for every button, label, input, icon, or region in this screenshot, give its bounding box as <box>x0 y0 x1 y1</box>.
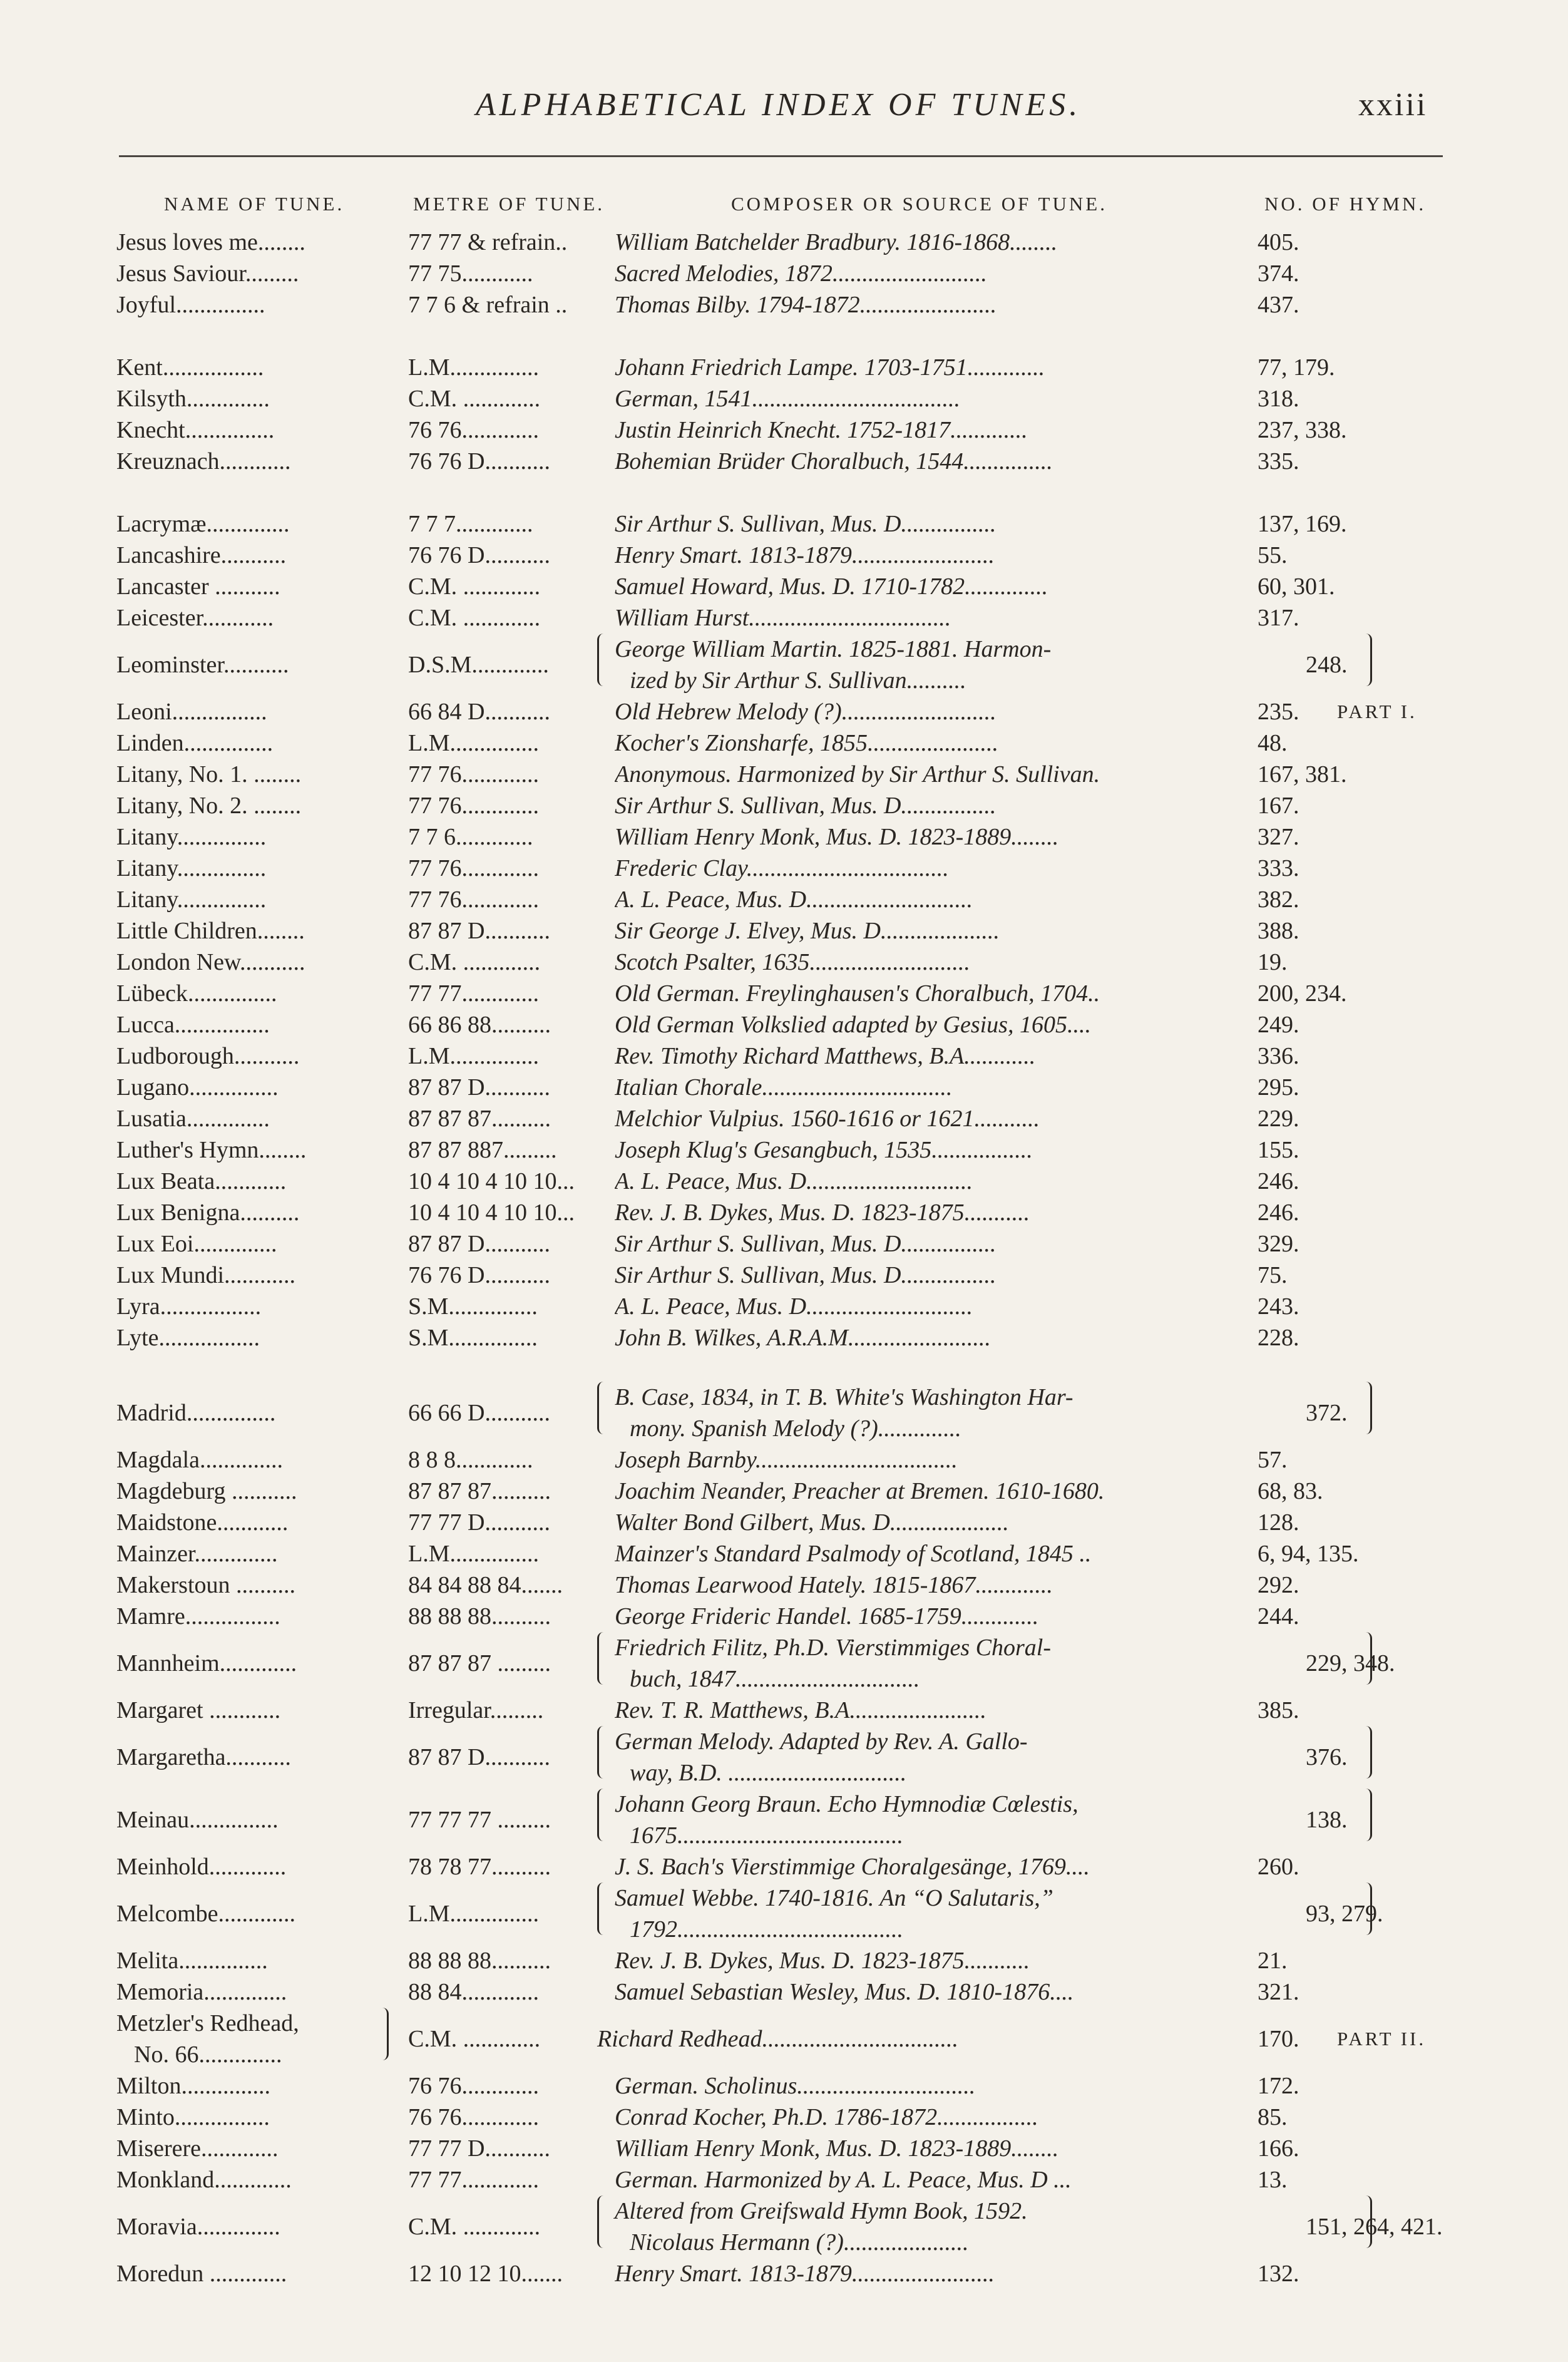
tune-metre: 10 4 10 4 10 10... <box>408 1168 575 1194</box>
composer-line: 1792...................................... <box>630 1916 903 1943</box>
hymn-number: 295. <box>1258 1074 1299 1101</box>
hymn-number: 260. <box>1258 1854 1299 1880</box>
header-rule <box>119 155 1443 157</box>
hymn-number: 246. <box>1258 1168 1299 1194</box>
tune-name: Joyful............... <box>116 292 265 318</box>
brace <box>1361 1726 1372 1779</box>
tune-name: Magdala.............. <box>116 1447 283 1473</box>
composer-line: Johann Georg Braun. Echo Hymnodiæ Cœlestis, <box>615 1791 1079 1817</box>
tune-composer: J. S. Bach's Vierstimmige Choralgesänge, 1769.... <box>615 1854 1090 1880</box>
column-header-metre: METRE OF TUNE. <box>413 193 605 215</box>
tune-metre: S.M............... <box>408 1325 538 1351</box>
brace <box>1361 1789 1372 1841</box>
tune-name: Litany, No. 1. ........ <box>116 761 302 788</box>
composer-line: buch, 1847............................... <box>630 1666 920 1692</box>
hymn-number: 249. <box>1258 1012 1299 1038</box>
tune-name: Lacrymæ.............. <box>116 511 290 537</box>
part-marker: PART I. <box>1337 701 1417 722</box>
tune-composer: Old German. Freylinghausen's Choralbuch, 1704.. <box>615 980 1100 1007</box>
tune-composer: Old German Volkslied adapted by Gesius, 1605.... <box>615 1012 1091 1038</box>
tune-name: Lübeck............... <box>116 980 277 1007</box>
tune-composer: Sir Arthur S. Sullivan, Mus. D................ <box>615 1231 997 1257</box>
tune-composer: A. L. Peace, Mus. D............................ <box>615 1293 973 1320</box>
tune-metre: 77 76............. <box>408 761 539 788</box>
tune-metre: 76 76............. <box>408 2073 539 2099</box>
page-title: ALPHABETICAL INDEX OF TUNES. <box>476 87 1082 123</box>
hymn-number: 237, 338. <box>1258 417 1347 443</box>
tune-metre: 7 7 6 & refrain .. <box>408 292 568 318</box>
tune-composer: Rev. J. B. Dykes, Mus. D. 1823-1875........... <box>615 1199 1030 1226</box>
column-header-hymn: NO. OF HYMN. <box>1264 193 1427 215</box>
tune-name: Kreuznach............ <box>116 448 291 475</box>
tune-name: Leicester............ <box>116 605 274 631</box>
tune-metre: 84 84 88 84....... <box>408 1572 563 1598</box>
tune-metre: C.M. ............. <box>408 2214 541 2240</box>
composer-line: Friedrich Filitz, Ph.D. Vierstimmiges Choral- <box>615 1635 1051 1661</box>
tune-metre: 87 87 87.......... <box>408 1478 551 1504</box>
tune-metre: 77 77............. <box>408 980 539 1007</box>
tune-composer: Henry Smart. 1813-1879........................ <box>615 542 995 568</box>
tune-name: Knecht............... <box>116 417 275 443</box>
tune-composer: Rev. Timothy Richard Matthews, B.A............ <box>615 1043 1036 1069</box>
tune-composer: Sir Arthur S. Sullivan, Mus. D................ <box>615 1262 997 1288</box>
tune-name: Miserere............. <box>116 2135 279 2162</box>
hymn-number: 228. <box>1258 1325 1299 1351</box>
tune-metre: 77 76............. <box>408 886 539 913</box>
tune-composer: Scotch Psalter, 1635........................... <box>615 949 970 975</box>
tune-name: Mamre................ <box>116 1603 280 1630</box>
tune-metre: S.M............... <box>408 1293 538 1320</box>
tune-metre: C.M. ............. <box>408 386 541 412</box>
tune-name: Lancashire........... <box>116 542 287 568</box>
index-entry <box>116 1382 1462 1444</box>
tune-metre: C.M. ............. <box>408 605 541 631</box>
tune-metre: 66 84 D........... <box>408 699 550 725</box>
hymn-number: 60, 301. <box>1258 573 1335 600</box>
brace <box>378 2008 389 2060</box>
tune-name: Lucca................ <box>116 1012 270 1038</box>
tune-metre: 66 66 D........... <box>408 1400 550 1426</box>
tune-metre: L.M............... <box>408 354 539 381</box>
tune-name: Moredun ............. <box>116 2261 287 2287</box>
tune-composer: Joachim Neander, Preacher at Bremen. 1610-1680. <box>615 1478 1105 1504</box>
brace <box>1361 1382 1372 1434</box>
hymn-number: 318. <box>1258 386 1299 412</box>
tune-name: Mannheim............. <box>116 1650 297 1677</box>
tune-composer: Melchior Vulpius. 1560-1616 or 1621........... <box>615 1106 1040 1132</box>
tune-metre: 76 76 D........... <box>408 1262 550 1288</box>
tune-composer: William Hurst.................................. <box>615 605 951 631</box>
tune-name: Lux Benigna.......... <box>116 1199 300 1226</box>
tune-name: Lux Mundi............ <box>116 1262 296 1288</box>
hymn-number: 128. <box>1258 1509 1299 1536</box>
tune-name: Madrid............... <box>116 1400 276 1426</box>
tune-metre: 10 4 10 4 10 10... <box>408 1199 575 1226</box>
hymn-number: 172. <box>1258 2073 1299 2099</box>
tune-metre: 87 87 87 ......... <box>408 1650 551 1677</box>
tune-composer: Frederic Clay.................................. <box>615 855 949 881</box>
tune-name: Milton............... <box>116 2073 270 2099</box>
hymn-number: 385. <box>1258 1697 1299 1723</box>
hymn-number: 388. <box>1258 918 1299 944</box>
hymn-number: 132. <box>1258 2261 1299 2287</box>
brace <box>1361 634 1372 686</box>
column-header-name: NAME OF TUNE. <box>164 193 345 215</box>
tune-metre: L.M............... <box>408 1901 539 1927</box>
tune-composer: A. L. Peace, Mus. D............................ <box>615 1168 973 1194</box>
index-entry <box>116 1726 1462 1789</box>
tune-composer: Rev. T. R. Matthews, B.A....................... <box>615 1697 986 1723</box>
tune-name: Makerstoun .......... <box>116 1572 296 1598</box>
tune-composer <box>597 1789 1405 1851</box>
tune-name: Leominster........... <box>116 652 289 678</box>
tune-composer: Johann Friedrich Lampe. 1703-1751............. <box>615 354 1045 381</box>
tune-metre: 87 87 87.......... <box>408 1106 551 1132</box>
hymn-number: 138. <box>1306 1807 1348 1833</box>
tune-metre: 66 86 88.......... <box>408 1012 551 1038</box>
hymn-number: 137, 169. <box>1258 511 1347 537</box>
hymn-number: 85. <box>1258 2104 1288 2130</box>
tune-name: Litany, No. 2. ........ <box>116 793 302 819</box>
hymn-number: 6, 94, 135. <box>1258 1541 1359 1567</box>
hymn-number: 321. <box>1258 1979 1299 2005</box>
index-entry <box>116 1882 1462 1945</box>
hymn-number: 333. <box>1258 855 1299 881</box>
index-entry <box>116 1789 1462 1851</box>
composer-line: Samuel Webbe. 1740-1816. An “O Salutaris,” <box>615 1885 1053 1911</box>
tune-name: Ludborough........... <box>116 1043 300 1069</box>
hymn-number: 19. <box>1258 949 1288 975</box>
tune-composer: Rev. J. B. Dykes, Mus. D. 1823-1875........... <box>615 1948 1030 1974</box>
tune-composer: Kocher's Zionsharfe, 1855...................... <box>615 730 998 756</box>
hymn-number: 243. <box>1258 1293 1299 1320</box>
tune-composer: German. Harmonized by A. L. Peace, Mus. D ... <box>615 2167 1072 2193</box>
hymn-number: 200, 234. <box>1258 980 1347 1007</box>
tune-metre: 77 77............. <box>408 2167 539 2193</box>
tune-name: Kent................. <box>116 354 264 381</box>
tune-composer: Thomas Learwood Hately. 1815-1867............. <box>615 1572 1053 1598</box>
tune-composer: Henry Smart. 1813-1879........................ <box>615 2261 995 2287</box>
composer-line: German Melody. Adapted by Rev. A. Gallo- <box>615 1728 1028 1755</box>
tune-composer: William Henry Monk, Mus. D. 1823-1889........ <box>615 824 1059 850</box>
hymn-number: 372. <box>1306 1400 1348 1426</box>
tune-composer: German. Scholinus.............................. <box>615 2073 976 2099</box>
hymn-number: 374. <box>1258 260 1299 287</box>
composer-line: 1675...................................... <box>630 1822 903 1849</box>
tune-name: Minto................ <box>116 2104 270 2130</box>
column-header-composer: COMPOSER OR SOURCE OF TUNE. <box>731 193 1107 215</box>
tune-composer: Walter Bond Gilbert, Mus. D.................... <box>615 1509 1009 1536</box>
tune-metre: 77 76............. <box>408 855 539 881</box>
hymn-number: 13. <box>1258 2167 1288 2193</box>
hymn-number: 75. <box>1258 1262 1288 1288</box>
tune-metre: 76 76............. <box>408 2104 539 2130</box>
tune-name: Jesus Saviour......... <box>116 260 299 287</box>
index-entry <box>116 2008 1462 2070</box>
tune-composer <box>597 1632 1405 1695</box>
tune-name: Litany............... <box>116 855 267 881</box>
hymn-number: 235. <box>1258 699 1299 725</box>
tune-name: Meinau............... <box>116 1807 279 1833</box>
tune-name: Lugano............... <box>116 1074 279 1101</box>
hymn-number: 48. <box>1258 730 1288 756</box>
tune-name: Melita............... <box>116 1948 268 1974</box>
hymn-number: 437. <box>1258 292 1299 318</box>
hymn-number: 155. <box>1258 1137 1299 1163</box>
tune-metre: 77 77 & refrain.. <box>408 229 568 255</box>
tune-name: Luther's Hymn........ <box>116 1137 307 1163</box>
tune-metre: 76 76............. <box>408 417 539 443</box>
tune-metre: 76 76 D........... <box>408 542 550 568</box>
tune-name: Lyte................. <box>116 1325 260 1351</box>
tune-metre: 88 84............. <box>408 1979 539 2005</box>
composer-line: B. Case, 1834, in T. B. White's Washington Har- <box>615 1384 1074 1410</box>
composer-line: mony. Spanish Melody (?).............. <box>630 1415 961 1442</box>
tune-metre: 77 77 D........... <box>408 2135 550 2162</box>
tune-composer: Joseph Barnby.................................. <box>615 1447 958 1473</box>
index-entry <box>116 1632 1462 1695</box>
composer-line: ized by Sir Arthur S. Sullivan.......... <box>630 667 966 694</box>
tune-name: Linden............... <box>116 730 274 756</box>
tune-composer: Samuel Howard, Mus. D. 1710-1782.............. <box>615 573 1048 600</box>
tune-name: Moravia.............. <box>116 2214 280 2240</box>
tune-metre: 12 10 12 10....... <box>408 2261 563 2287</box>
tune-name: Maidstone............ <box>116 1509 289 1536</box>
tune-name: Memoria.............. <box>116 1979 287 2005</box>
tune-metre: 88 88 88.......... <box>408 1948 551 1974</box>
composer-line: Altered from Greifswald Hymn Book, 1592. <box>615 2198 1028 2224</box>
tune-composer: Thomas Bilby. 1794-1872....................... <box>615 292 997 318</box>
hymn-number: 167, 381. <box>1258 761 1347 788</box>
tune-metre: 88 88 88.......... <box>408 1603 551 1630</box>
hymn-number: 57. <box>1258 1447 1288 1473</box>
index-entry <box>116 634 1462 696</box>
tune-name: Melcombe............. <box>116 1901 296 1927</box>
tune-metre: 77 77 77 ......... <box>408 1807 551 1833</box>
tune-composer: Bohemian Brüder Choralbuch, 1544............... <box>615 448 1053 475</box>
hymn-number: 93, 279. <box>1306 1901 1383 1927</box>
tune-metre: L.M............... <box>408 1541 539 1567</box>
hymn-number: 77, 179. <box>1258 354 1335 381</box>
tune-name: Lancaster ........... <box>116 573 280 600</box>
hymn-number: 327. <box>1258 824 1299 850</box>
tune-name: Magdeburg ........... <box>116 1478 297 1504</box>
tune-name <box>116 2008 408 2070</box>
tune-name: Lyra................. <box>116 1293 262 1320</box>
tune-composer <box>597 1726 1405 1789</box>
tune-metre: 8 8 8............. <box>408 1447 533 1473</box>
hymn-number: 151, 264, 421. <box>1306 2214 1443 2240</box>
tune-metre: C.M. ............. <box>408 2026 541 2052</box>
tune-metre: 7 7 7............. <box>408 511 533 537</box>
tune-composer: William Henry Monk, Mus. D. 1823-1889........ <box>615 2135 1059 2162</box>
tune-name: Litany............... <box>116 886 267 913</box>
tune-composer: Richard Redhead................................. <box>597 2026 958 2052</box>
hymn-number: 170. <box>1258 2026 1299 2052</box>
hymn-number: 246. <box>1258 1199 1299 1226</box>
tune-composer: John B. Wilkes, A.R.A.M........................ <box>615 1325 991 1351</box>
tune-metre: 77 77 D........... <box>408 1509 550 1536</box>
tune-name: Lux Beata............ <box>116 1168 287 1194</box>
hymn-number: 167. <box>1258 793 1299 819</box>
tune-composer: Sir Arthur S. Sullivan, Mus. D................ <box>615 793 997 819</box>
tune-name: Kilsyth.............. <box>116 386 270 412</box>
tune-composer: Old Hebrew Melody (?).......................... <box>615 699 997 725</box>
tune-name: Margaretha........... <box>116 1744 291 1770</box>
tune-name-line: Metzler's Redhead, <box>116 2010 299 2036</box>
tune-metre: 76 76 D........... <box>408 448 550 475</box>
tune-metre: 87 87 D........... <box>408 1074 550 1101</box>
hymn-number: 166. <box>1258 2135 1299 2162</box>
index-entry <box>116 2195 1462 2258</box>
tune-name: Lusatia.............. <box>116 1106 270 1132</box>
tune-name: Monkland............. <box>116 2167 292 2193</box>
tune-metre: 77 76............. <box>408 793 539 819</box>
tune-name: Jesus loves me........ <box>116 229 305 255</box>
tune-composer <box>597 2195 1405 2258</box>
tune-metre: L.M............... <box>408 1043 539 1069</box>
tune-name: Little Children........ <box>116 918 305 944</box>
hymn-number: 229, 348. <box>1306 1650 1395 1677</box>
tune-composer: George Frideric Handel. 1685-1759............. <box>615 1603 1039 1630</box>
tune-metre: C.M. ............. <box>408 573 541 600</box>
tune-composer: Sir Arthur S. Sullivan, Mus. D................ <box>615 511 997 537</box>
tune-name: London New........... <box>116 949 305 975</box>
tune-metre: 87 87 D........... <box>408 918 550 944</box>
hymn-number: 335. <box>1258 448 1299 475</box>
tune-composer: Samuel Sebastian Wesley, Mus. D. 1810-1876.... <box>615 1979 1074 2005</box>
tune-metre: 77 75............ <box>408 260 533 287</box>
hymn-number: 21. <box>1258 1948 1288 1974</box>
tune-composer <box>597 1882 1405 1945</box>
hymn-number: 382. <box>1258 886 1299 913</box>
tune-name: Meinhold............. <box>116 1854 287 1880</box>
tune-composer: Sir George J. Elvey, Mus. D.................... <box>615 918 1000 944</box>
composer-line: George William Martin. 1825-1881. Harmon- <box>615 636 1052 662</box>
tune-composer: Sacred Melodies, 1872.......................... <box>615 260 987 287</box>
composer-line: way, B.D. .............................. <box>630 1760 907 1786</box>
tune-metre: 87 87 D........... <box>408 1231 550 1257</box>
tune-composer: Anonymous. Harmonized by Sir Arthur S. Sullivan. <box>615 761 1100 788</box>
hymn-number: 248. <box>1306 652 1348 678</box>
hymn-number: 376. <box>1306 1744 1348 1770</box>
tune-composer: Conrad Kocher, Ph.D. 1786-1872................. <box>615 2104 1038 2130</box>
tune-metre: L.M............... <box>408 730 539 756</box>
tune-name-line: No. 66.............. <box>134 2041 282 2068</box>
hymn-number: 329. <box>1258 1231 1299 1257</box>
tune-composer: William Batchelder Bradbury. 1816-1868........ <box>615 229 1058 255</box>
page-number: xxiii <box>1358 87 1428 123</box>
hymn-number: 68, 83. <box>1258 1478 1323 1504</box>
tune-composer: Joseph Klug's Gesangbuch, 1535................. <box>615 1137 1033 1163</box>
tune-composer: Italian Chorale................................ <box>615 1074 953 1101</box>
part-marker: PART II. <box>1337 2028 1427 2050</box>
tune-metre: 7 7 6............. <box>408 824 533 850</box>
hymn-number: 244. <box>1258 1603 1299 1630</box>
tune-composer <box>597 634 1405 696</box>
tune-metre: 78 78 77.......... <box>408 1854 551 1880</box>
tune-name: Leoni................ <box>116 699 267 725</box>
hymn-number: 55. <box>1258 542 1288 568</box>
tune-metre: 87 87 D........... <box>408 1744 550 1770</box>
hymn-number: 405. <box>1258 229 1299 255</box>
tune-composer: Justin Heinrich Knecht. 1752-1817............. <box>615 417 1028 443</box>
hymn-number: 336. <box>1258 1043 1299 1069</box>
tune-composer <box>597 1382 1405 1444</box>
tune-metre: C.M. ............. <box>408 949 541 975</box>
tune-metre: Irregular......... <box>408 1697 544 1723</box>
composer-line: Nicolaus Hermann (?)..................... <box>630 2229 969 2256</box>
hymn-number: 292. <box>1258 1572 1299 1598</box>
tune-name: Margaret ............ <box>116 1697 281 1723</box>
tune-metre: 87 87 887......... <box>408 1137 557 1163</box>
tune-name: Litany............... <box>116 824 267 850</box>
hymn-number: 317. <box>1258 605 1299 631</box>
hymn-number: 229. <box>1258 1106 1299 1132</box>
tune-composer: German, 1541................................... <box>615 386 961 412</box>
tune-composer: A. L. Peace, Mus. D............................ <box>615 886 973 913</box>
tune-composer: Mainzer's Standard Psalmody of Scotland, 1845 .. <box>615 1541 1092 1567</box>
tune-name: Lux Eoi.............. <box>116 1231 277 1257</box>
tune-metre: D.S.M............. <box>408 652 549 678</box>
tune-name: Mainzer.............. <box>116 1541 278 1567</box>
